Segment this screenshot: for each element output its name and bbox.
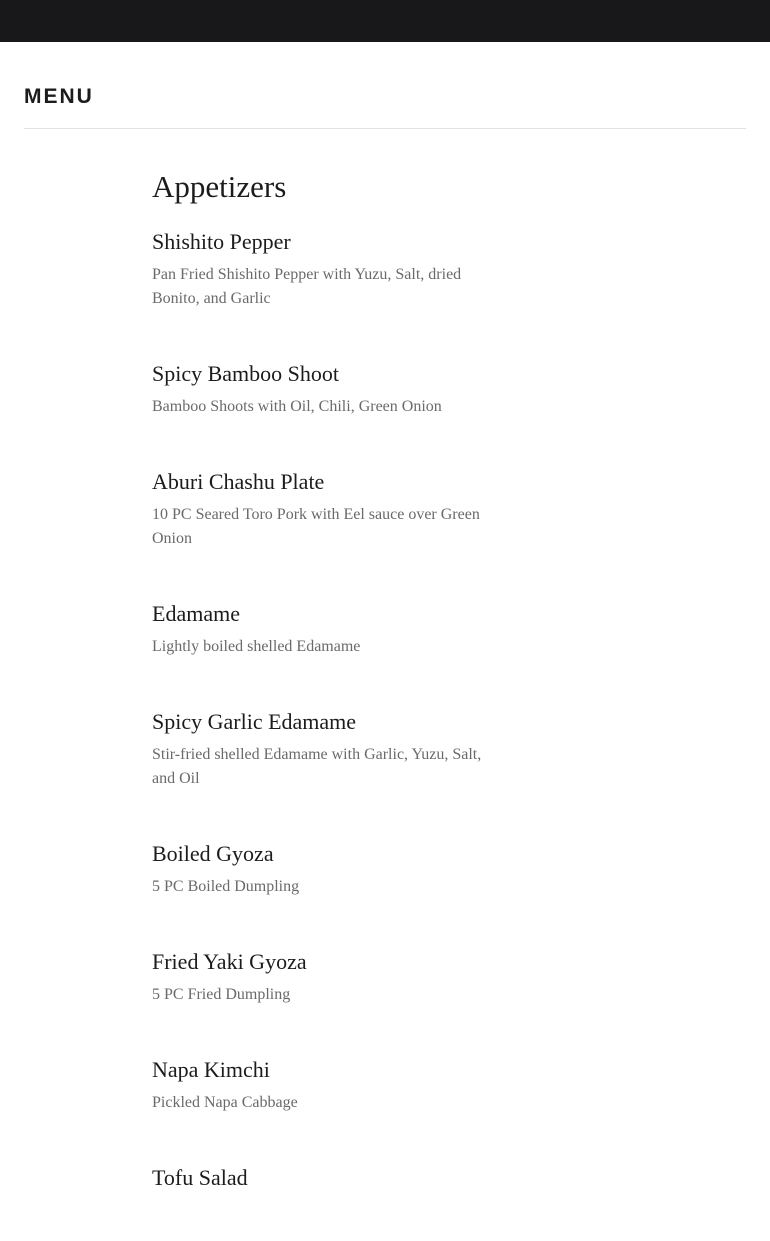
menu-item bbox=[152, 708, 492, 791]
menu-item bbox=[152, 468, 492, 551]
menu-item bbox=[152, 228, 492, 311]
menu-item-name: Fried Yaki Gyoza bbox=[152, 949, 307, 974]
menu-item-name: Edamame bbox=[152, 601, 240, 626]
menu-item-description: 5 PC Fried Dumpling bbox=[152, 986, 291, 1003]
menu-section-appetizers bbox=[152, 168, 492, 1241]
menu-item-description: Bamboo Shoots with Oil, Chili, Green Onion bbox=[152, 398, 442, 415]
section-title: Appetizers bbox=[152, 169, 287, 204]
menu-item-description: 10 PC Seared Toro Pork with Eel sauce over Green Onion bbox=[152, 506, 480, 547]
top-bar bbox=[0, 0, 770, 42]
page-header bbox=[24, 84, 746, 129]
menu-item bbox=[152, 840, 492, 899]
menu-item bbox=[152, 600, 492, 659]
menu-item-name: Aburi Chashu Plate bbox=[152, 469, 325, 494]
menu-item-description: Lightly boiled shelled Edamame bbox=[152, 638, 361, 655]
menu-item bbox=[152, 360, 492, 419]
menu-item-name: Boiled Gyoza bbox=[152, 841, 274, 866]
menu-item-description: 5 PC Boiled Dumpling bbox=[152, 878, 300, 895]
page-title: MENU bbox=[24, 85, 94, 108]
menu-item-name: Tofu Salad bbox=[152, 1165, 248, 1190]
menu-item-name: Spicy Bamboo Shoot bbox=[152, 361, 340, 386]
menu-item-description: Pan Fried Shishito Pepper with Yuzu, Salt, dried Bonito, and Garlic bbox=[152, 266, 462, 307]
menu-item bbox=[152, 1056, 492, 1115]
menu-item-description: Stir-fried shelled Edamame with Garlic, Yuzu, Salt, and Oil bbox=[152, 746, 482, 787]
menu-item-description: Pickled Napa Cabbage bbox=[152, 1094, 298, 1111]
menu-item-name: Shishito Pepper bbox=[152, 229, 291, 254]
menu-item bbox=[152, 1164, 492, 1192]
menu-item-name: Napa Kimchi bbox=[152, 1057, 270, 1082]
menu-item-name: Spicy Garlic Edamame bbox=[152, 709, 357, 734]
menu-item bbox=[152, 948, 492, 1007]
